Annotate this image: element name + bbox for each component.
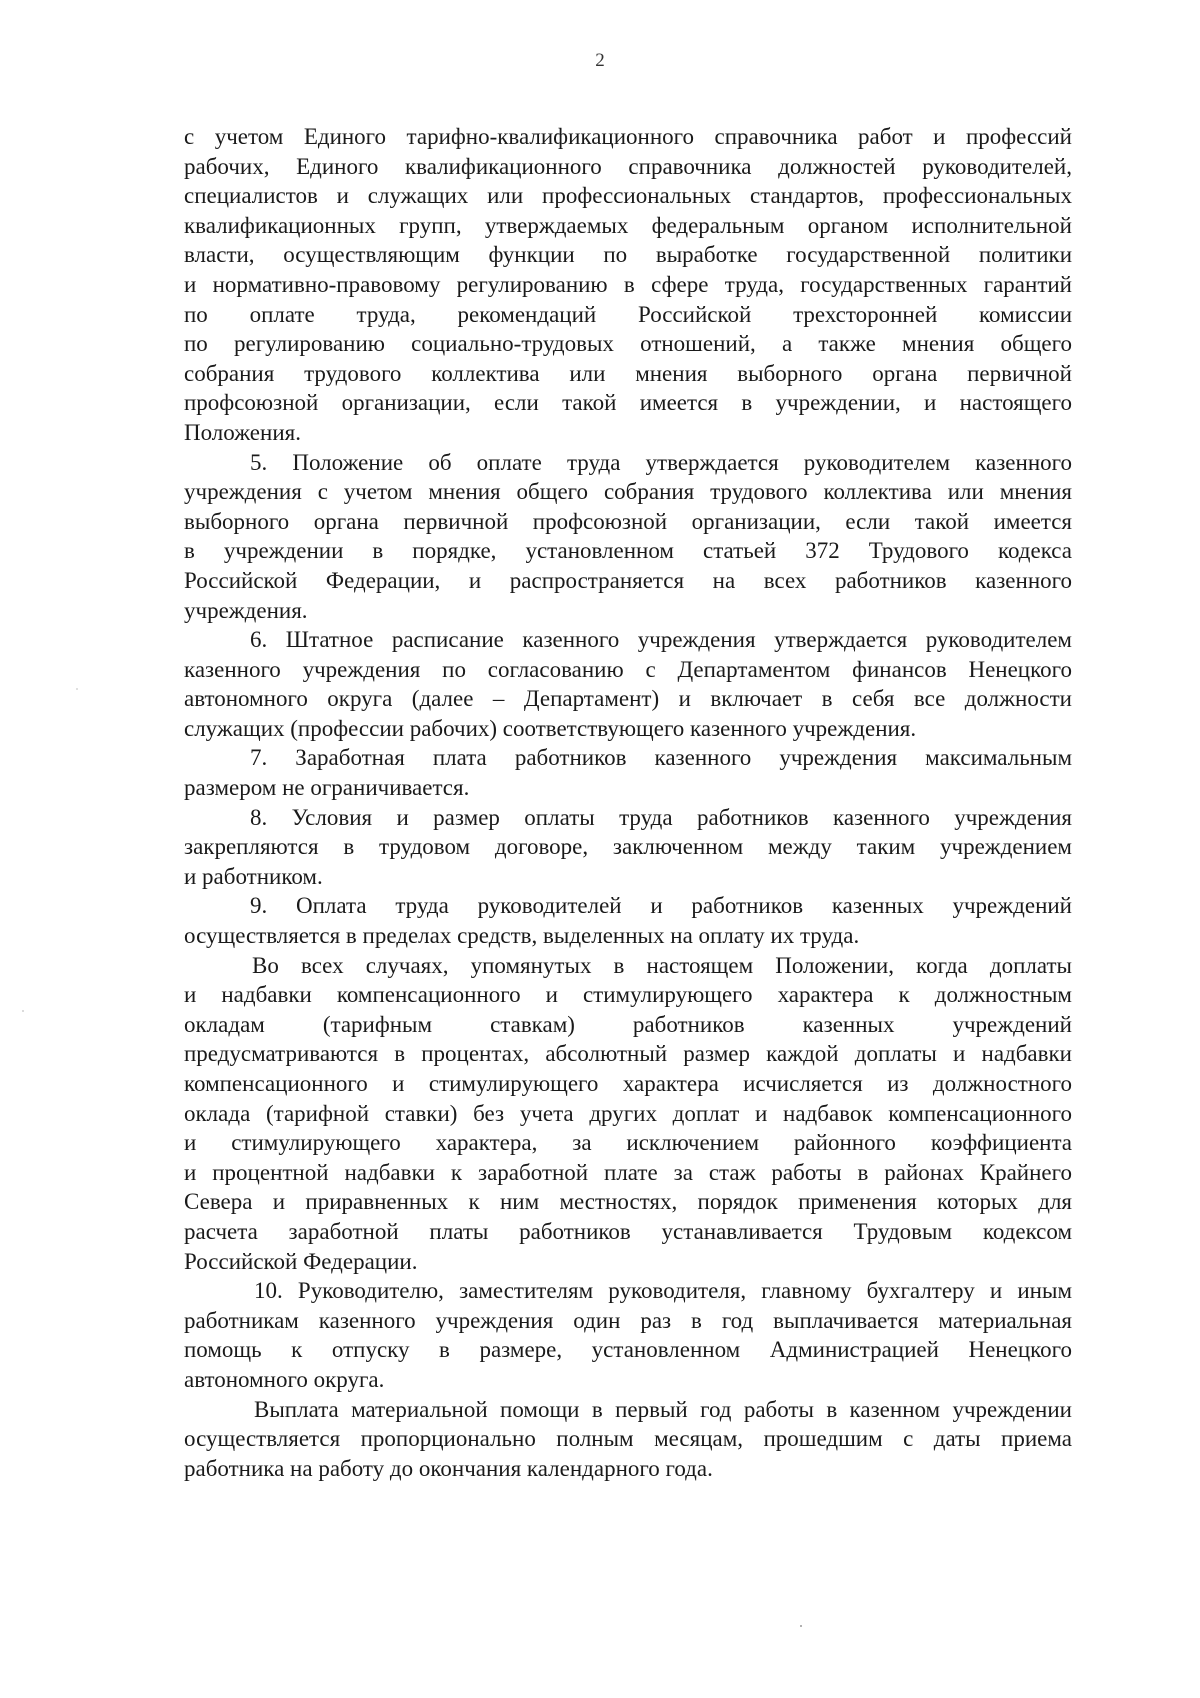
text-line: автономного округа (далее – Департамент) и включает в себя все должности (184, 686, 1072, 712)
text-line: Выплата материальной помощи в первый год работы в казенном учреждении (254, 1396, 1072, 1422)
text-line: оклада (тарифной ставки) без учета других доплат и надбавок компенсационного (184, 1100, 1072, 1126)
text-line: работникам казенного учреждения один раз в год выплачивается материальная (184, 1307, 1072, 1333)
text-line: и надбавки компенсационного и стимулирующего характера к должностным (184, 982, 1072, 1008)
text-line: Российской Федерации. (184, 1248, 418, 1274)
text-line: собрания трудового коллектива или мнения выборного органа первичной (184, 360, 1072, 386)
paragraph-item-5 (184, 448, 1072, 626)
text-line: осуществляется в пределах средств, выделенных на оплату их труда. (184, 923, 860, 949)
text-line: помощь к отпуску в размере, установленном Администрацией Ненецкого (184, 1337, 1072, 1363)
paragraph-item-10 (184, 1276, 1072, 1394)
text-line: и работником. (184, 863, 323, 889)
text-line: и стимулирующего характера, за исключением районного коэффициента (184, 1130, 1072, 1156)
text-line: власти, осуществляющим функции по выработке государственной политики (184, 242, 1072, 268)
text-line: Положения. (184, 419, 301, 445)
text-line: 10. Руководителю, заместителям руководителя, главному бухгалтеру и иным (254, 1278, 1072, 1304)
text-line: учреждения с учетом мнения общего собрания трудового коллектива или мнения (184, 479, 1072, 505)
text-line: в учреждении в порядке, установленном статьей 372 Трудового кодекса (184, 538, 1072, 564)
text-line: автономного округа. (184, 1366, 385, 1392)
text-line: выборного органа первичной профсоюзной организации, если такой имеется (184, 508, 1072, 534)
scan-speck (76, 688, 78, 690)
text-line: 5. Положение об оплате труда утверждается руководителем казенного (250, 449, 1072, 475)
paragraph-item-6 (184, 625, 1072, 743)
text-line: по оплате труда, рекомендаций Российской трехсторонней комиссии (184, 301, 1072, 327)
text-line: специалистов и служащих или профессиональных стандартов, профессиональных (184, 183, 1072, 209)
scan-speck (800, 1625, 802, 1627)
paragraph-item-10-continued (184, 1395, 1072, 1484)
text-line: рабочих, Единого квалификационного справочника должностей руководителей, (184, 153, 1072, 179)
text-line: осуществляется пропорционально полным месяцам, прошедшим с даты приема (184, 1426, 1072, 1452)
text-line: закрепляются в трудовом договоре, заключенном между таким учреждением (184, 834, 1072, 860)
text-line: Российской Федерации, и распространяется на всех работников казенного (184, 567, 1072, 593)
paragraph-continuation (184, 122, 1072, 448)
text-line: казенного учреждения по согласованию с Департаментом финансов Ненецкого (184, 656, 1072, 682)
text-line: и процентной надбавки к заработной плате за стаж работы в районах Крайнего (184, 1159, 1072, 1185)
text-line: 6. Штатное расписание казенного учреждения утверждается руководителем (250, 627, 1072, 653)
text-line: предусматриваются в процентах, абсолютный размер каждой доплаты и надбавки (184, 1041, 1072, 1067)
document-body (184, 122, 1072, 1483)
text-line: Севера и приравненных к ним местностях, порядок применения которых для (184, 1189, 1072, 1215)
text-line: 9. Оплата труда руководителей и работников казенных учреждений (250, 893, 1072, 919)
text-line: 7. Заработная плата работников казенного учреждения максимальным (250, 745, 1072, 771)
text-line: и нормативно-правовому регулированию в сфере труда, государственных гарантий (184, 271, 1072, 297)
text-line: работника на работу до окончания календарного года. (184, 1455, 713, 1481)
text-line: 8. Условия и размер оплаты труда работников казенного учреждения (250, 804, 1072, 830)
text-line: по регулированию социально-трудовых отношений, а также мнения общего (184, 331, 1072, 357)
text-line: профсоюзной организации, если такой имеется в учреждении, и настоящего (184, 390, 1072, 416)
text-line: Во всех случаях, упомянутых в настоящем Положении, когда доплаты (252, 952, 1072, 978)
paragraph-item-9 (184, 891, 1072, 950)
text-line: окладам (тарифным ставкам) работников казенных учреждений (184, 1011, 1072, 1037)
paragraph-item-9-continued (184, 951, 1072, 1277)
text-line: расчета заработной платы работников устанавливается Трудовым кодексом (184, 1218, 1072, 1244)
paragraph-item-7 (184, 743, 1072, 802)
text-line: квалификационных групп, утверждаемых федеральным органом исполнительной (184, 212, 1072, 238)
scan-speck (22, 1010, 24, 1012)
paragraph-item-8 (184, 803, 1072, 892)
text-line: компенсационного и стимулирующего характера исчисляется из должностного (184, 1071, 1072, 1096)
text-line: учреждения. (184, 597, 308, 623)
text-line: с учетом Единого тарифно-квалификационного справочника работ и профессий (184, 124, 1072, 149)
text-line: служащих (профессии рабочих) соответствующего казенного учреждения. (184, 715, 917, 741)
text-line: размером не ограничивается. (184, 775, 470, 801)
page-number: 2 (595, 50, 605, 71)
